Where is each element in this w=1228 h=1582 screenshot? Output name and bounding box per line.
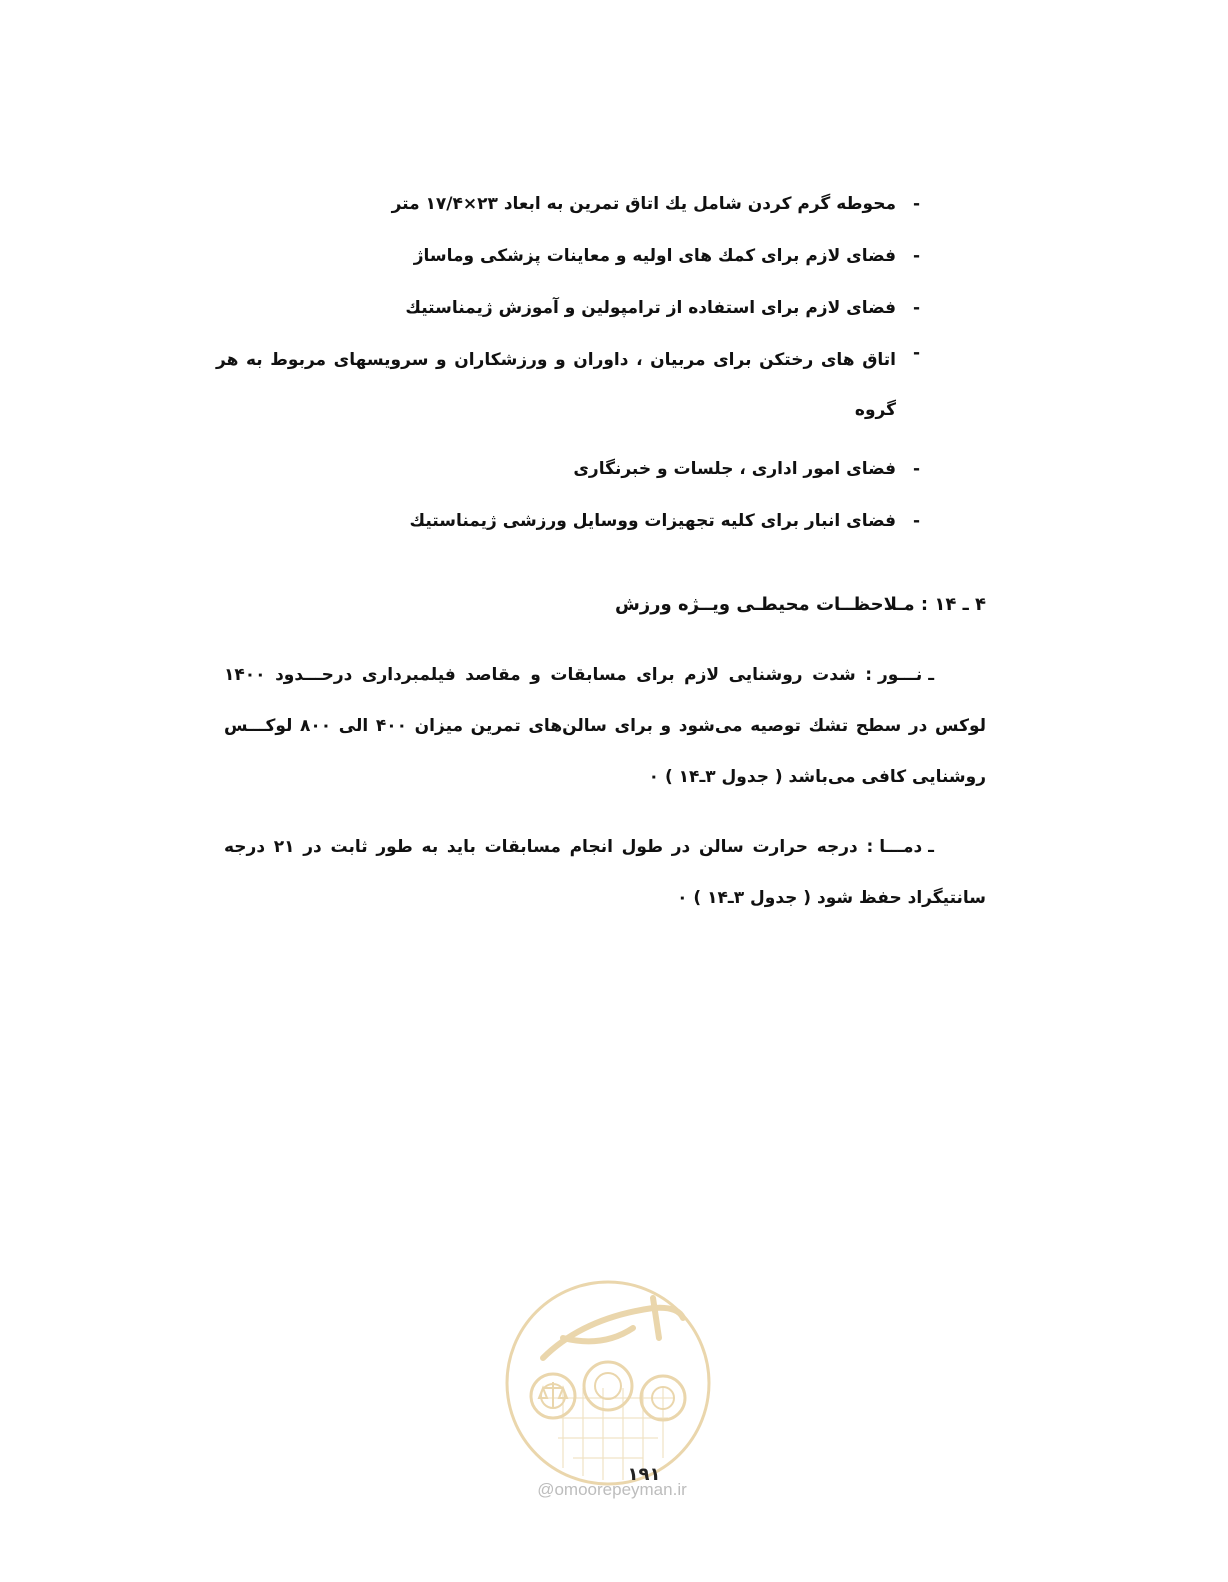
bullet-text: اتاق های رختکن برای مربیان ، داوران و ورزشکاران و سرویسهای مربوط به هر گروه: [216, 350, 896, 420]
page-number: ۱۹۱: [627, 1464, 661, 1485]
bullet-text: محوطه گرم کردن شامل یك اتاق تمرین به ابعاد ۲۳×۱۷/۴ متر: [391, 194, 896, 214]
bullet-marker: -: [912, 459, 920, 479]
paragraph-lead: ـ دمـــا :: [866, 837, 934, 857]
section-heading: ۴ ـ ۱۴ : مـلاحظــات محیطـی ویــژه ورزش: [614, 594, 986, 615]
bullet-list: [216, 186, 920, 555]
gear-icon: [531, 1362, 685, 1420]
paragraph-light: [224, 650, 986, 803]
list-item: [216, 238, 920, 274]
watermark-logo: [503, 1278, 713, 1488]
bullet-marker: -: [912, 246, 920, 266]
bullet-text: فضای لازم برای استفاده از ترامپولین و آموزش ژیمناستیك: [405, 298, 896, 318]
paragraph-text: درجه حرارت سالن در طول انجام مسابقات باید به طور ثابت در ۲۱ درجه سانتیگراد حفظ شود ( جدول ۳ـ۱۴ ) ٠: [224, 837, 986, 908]
bullet-text: فضای لازم برای کمك های اولیه و معاینات پزشکی وماساژ: [413, 246, 896, 266]
watermark-site-handle: @omoorepeyman.ir: [537, 1480, 687, 1499]
bullet-marker: -: [912, 343, 920, 363]
list-item: [216, 451, 920, 487]
paragraph-temperature: [224, 822, 986, 924]
bullet-marker: -: [912, 194, 920, 214]
paragraph-lead: ـ نـــور :: [865, 665, 935, 685]
bullet-marker: -: [912, 298, 920, 318]
list-item: [216, 503, 920, 539]
bullet-text: فضای امور اداری ، جلسات و خبرنگاری: [573, 459, 896, 479]
bullet-text: فضای انبار برای کلیه تجهیزات ووسایل ورزشی ژیمناستیك: [409, 511, 896, 531]
bullet-marker: -: [912, 511, 920, 531]
paragraph-text: شدت روشنایی لازم برای مسابقات و مقاصد فیلمبرداری درحـــدود ۱۴۰۰ لوکس در سطح تشك توصیه می‌شود و برای سالن‌های تمرین میزان ۴۰۰ الی ۸۰۰ لوکـــس روشنایی کافی می‌باشد ( جدول ۳ـ۱۴ ) ٠: [224, 665, 986, 787]
list-item: [216, 335, 920, 435]
list-item: [216, 290, 920, 326]
calligraphy-mark: [543, 1298, 683, 1358]
list-item: [216, 186, 920, 222]
